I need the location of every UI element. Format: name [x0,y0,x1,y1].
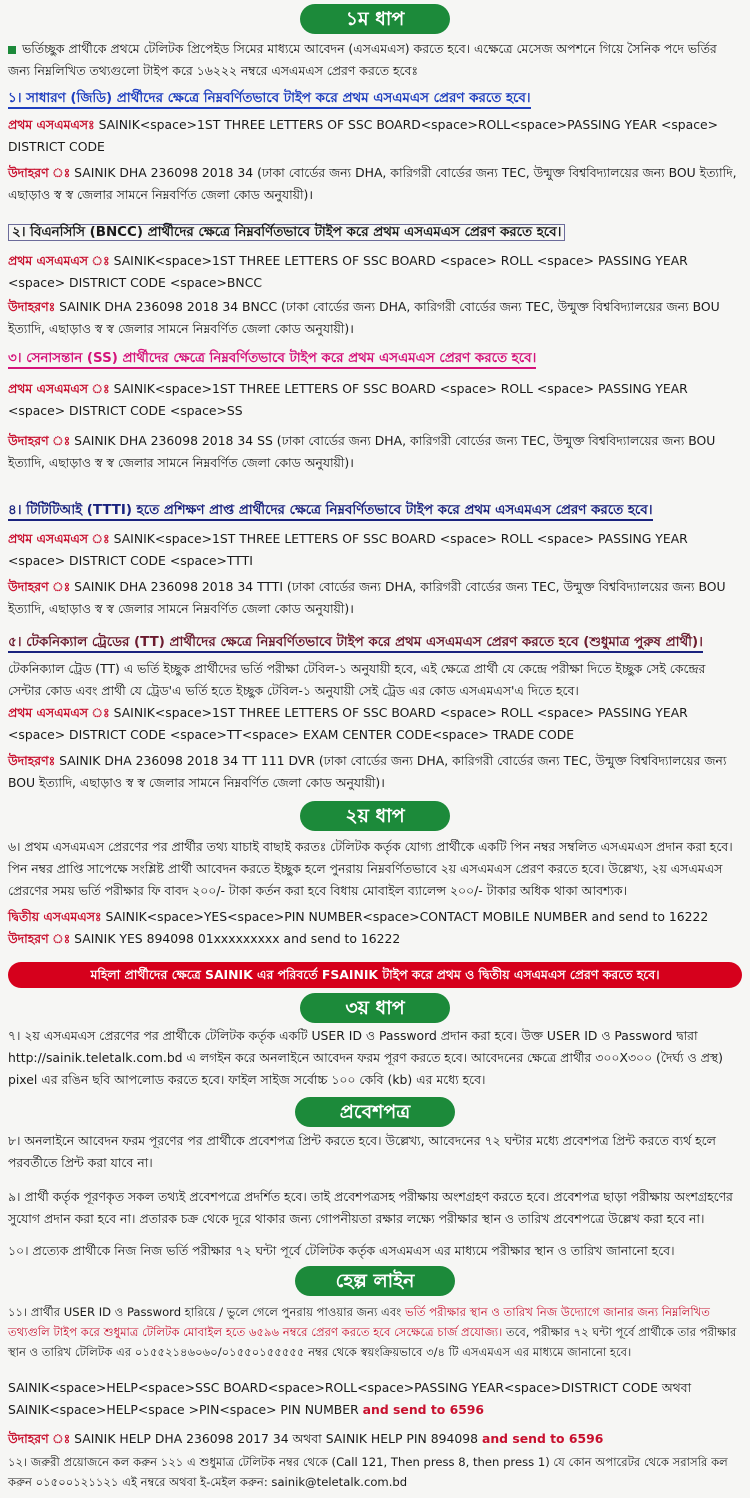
section-3-example: উদাহরণ ঃ SAINIK DHA 236098 2018 34 SS (ঢাকা বোর্ডের জন্য DHA, কারিগরী বোর্ডের জন্য TEC, উন্মুক্ত বিশ্ববিদ্যালয়ের জন্য BOU ইত্যাদি, এছাড়াও স্ব স্ব জেলার সামনে নিম্নবর্ণিত জেলা কোড অনুযায়ী)। [8,433,716,470]
section-3-sms: প্রথম এসএমএস ঃ SAINIK<space>1ST THREE LETTERS OF SSC BOARD <space> ROLL <space> PASSING YEAR <space> DISTRICT CODE <space>SS [8,381,688,418]
section-1-sms: প্রথম এসএমএসঃ SAINIK<space>1ST THREE LETTERS OF SSC BOARD<space>ROLL<space>PASSING YEAR <space> DISTRICT CODE [8,117,719,154]
admit-card-badge: প্রবেশপত্র [295,1097,455,1127]
section-5-heading: ৫। টেকনিক্যাল ট্রেডের (TT) প্রার্থীদের ক্ষেত্রে নিম্নবর্ণিতভাবে টাইপ করে প্রথম এসএমএস প্রেরণ করতে হবে (শুধুমাত্র পুরুষ প্রার্থী)। [8,632,742,654]
section-11: ১১। প্রার্থীর USER ID ও Password হারিয়ে / ভুলে গেলে পুনরায় পাওয়ার জন্য এবং ভর্তি পরীক্ষার স্থান ও তারিখ নিজ উদ্যোগে জানার জন্য নিম্নলিখিত তথ্যগুলি টাইপ করে শুধুমাত্র টেলিটক মোবাইল হতে ৬৫৯৬ নম্বরে প্রেরণ করতে হবে সেক্ষেত্রে চার্জ প্রযোজ্য। তবে, পরীক্ষার ৭২ ঘন্টা পূর্বে প্রার্থীকে তার পরীক্ষার স্থান ও তারিখ টেলিটক এর ০১৫৫২১৪৬০৬০/০১৫৫০১৫৫৫৫৫ নম্বর থেকে স্বয়ংক্রিয়ভাবে ৩/৪ টি এসএমএস এর মাধ্যমে জানানো হবে। [8,1305,737,1359]
section-2-example: উদাহরণঃ SAINIK DHA 236098 2018 34 BNCC (ঢাকা বোর্ডের জন্য DHA, কারিগরী বোর্ডের জন্য TEC, উন্মুক্ত বিশ্ববিদ্যালয়ের জন্য BOU ইত্যাদি, এছাড়াও স্ব স্ব জেলার সামনে নিম্নবর্ণিত জেলা কোড অনুযায়ী)। [8,299,720,336]
section-4-heading: ৪। টিটিটিআই (TTTI) হতে প্রশিক্ষণ প্রাপ্ত প্রার্থীদের ক্ষেত্রে নিম্নবর্ণিতভাবে টাইপ করে প্রথম এসএমএস প্রেরণ করতে হবে। [8,500,742,522]
section-8: ৮। অনলাইনে আবেদন ফরম পূরণের পর প্রার্থীকে প্রবেশপত্র প্রিন্ট করতে হবে। উল্লেখ্য, আবেদনের ৭২ ঘন্টার মধ্যে প্রবেশপত্র প্রিন্ট করতে ব্যর্থ হলে পরবর্তীতে প্রিন্ট করা যাবে না। [8,1133,716,1170]
section-6-text: ৬। প্রথম এসএমএস প্রেরণের পর প্রার্থীর তথ্য যাচাই বাছাই করতঃ টেলিটক কর্তৃক যোগ্য প্রার্থীকে একটি পিন নম্বর সম্বলিত এসএমএস প্রদান করা হবে। পিন নম্বর প্রাপ্তি সাপেক্ষে সংশ্লিষ্ট প্রার্থী আবেদন করতে ইচ্ছুক হলে পুনরায় নিম্নবর্ণিতভাবে ২য় এসএমএস প্রেরণ করতে হবে। উল্লেখ্য, ২য় এসএমএস প্রেরণের সময় ভর্তি পরীক্ষার ফি বাবদ ২০০/- টাকা কর্তন করা হবে বিধায় মোবাইল ব্যালেন্স ২০০/- টাকার অধিক থাকা আবশ্যক। [8,839,733,898]
help-sms-line1: SAINIK<space>HELP<space>SSC BOARD<space>ROLL<space>PASSING YEAR<space>DISTRICT CODE অথবা [8,1380,692,1395]
section-2-heading: ২। বিএনসিসি (BNCC) প্রার্থীদের ক্ষেত্রে নিম্নবর্ণিতভাবে টাইপ করে প্রথম এসএমএস প্রেরণ করতে হবে। [8,222,742,244]
section-5-sms: প্রথম এসএমএস ঃ SAINIK<space>1ST THREE LETTERS OF SSC BOARD <space> ROLL <space> PASSING YEAR <space> DISTRICT CODE <space>TT<space> EXAM CENTER CODE<space> TRADE CODE [8,705,688,742]
section-1-example: উদাহরণ ঃ SAINIK DHA 236098 2018 34 (ঢাকা বোর্ডের জন্য DHA, কারিগরী বোর্ডের জন্য TEC, উন্মুক্ত বিশ্ববিদ্যালয়ের জন্য BOU ইত্যাদি, এছাড়াও স্ব স্ব জেলার সামনে নিম্নবর্ণিত জেলা কোড অনুযায়ী)। [8,165,737,202]
section-6 [8,836,742,950]
step2-badge: ২য় ধাপ [300,801,450,831]
helpline-badge: হেল্প লাইন [295,1266,455,1296]
step3-badge: ৩য় ধাপ [300,993,450,1023]
section-10: ১০। প্রত্যেক প্রার্থীকে নিজ নিজ ভর্তি পরীক্ষার ৭২ ঘন্টা পূর্বে টেলিটক কর্তৃক এসএমএস এর মাধ্যমে পরীক্ষার স্থান ও তারিখ জানানো হবে। [8,1243,675,1258]
section-5-example: উদাহরণঃ SAINIK DHA 236098 2018 34 TT 111 DVR (ঢাকা বোর্ডের জন্য DHA, কারিগরী বোর্ডের জন্য TEC, উন্মুক্ত বিশ্ববিদ্যালয়ের জন্য BOU ইত্যাদি, এছাড়াও স্ব স্ব জেলার সামনে নিম্নবর্ণিত জেলা কোড অনুযায়ী)। [8,753,727,790]
step1-badge: ১ম ধাপ [300,4,450,34]
section-4-sms: প্রথম এসএমএস ঃ SAINIK<space>1ST THREE LETTERS OF SSC BOARD <space> ROLL <space> PASSING YEAR <space> DISTRICT CODE <space>TTTI [8,531,688,568]
section-6-sms: দ্বিতীয় এসএমএসঃ SAINIK<space>YES<space>PIN NUMBER<space>CONTACT MOBILE NUMBER and send to 16222 [8,909,709,924]
section-6-example: উদাহরণ ঃ SAINIK YES 894098 01xxxxxxxxx and send to 16222 [8,931,401,946]
section-1 [8,88,742,206]
section-4 [8,500,742,620]
section-3 [8,348,742,474]
intro-paragraph: ভর্তিচ্ছুক প্রার্থীকে প্রথমে টেলিটক প্রিপেইড সিমের মাধ্যমে আবেদন (এসএমএস) করতে হবে। এক্ষেত্রে মেসেজ অপশনে গিয়ে সৈনিক পদে ভর্তির জন্য নিম্নলিখিত তথ্যগুলো টাইপ করে ১৬২২২ নম্বরে এসএমএস প্রেরণ করতে হবেঃ [8,41,717,78]
help-sms-format [8,1377,742,1421]
section-2-sms: প্রথম এসএমএস ঃ SAINIK<space>1ST THREE LETTERS OF SSC BOARD <space> ROLL <space> PASSING YEAR <space> DISTRICT CODE <space>BNCC [8,253,688,290]
section-7: ৭। ২য় এসএমএস প্রেরণের পর প্রার্থীকে টেলিটক কর্তৃক একটি USER ID ও Password প্রদান করা হবে। উক্ত USER ID ও Password দ্বারা http://sainik.teletalk.com.bd এ লগইন করে অনলাইনে আবেদন ফরম পূরণ করতে হবে। আবেদনের ক্ষেত্রে প্রার্থীর ৩০০X৩০০ (দৈর্ঘ্য ও প্রস্থ) pixel এর রঙিন ছবি আপলোড করতে হবে। ফাইল সাইজ সর্বোচ্চ ১০০ কেবি (kb) এর মধ্যে হবে। [8,1028,723,1087]
section-12: ১২। জরুরী প্রয়োজনে কল করুন ১২১ এ শুধুমাত্র টেলিটক নম্বর থেকে (Call 121, Then press 8, then press 1) যে কোন অপারেটর থেকে সরাসরি কল করুন ০১৫০০১২১১২১ এই নম্বরে অথবা ই-মেইল করুন: sainik@teletalk.com.bd [8,1455,728,1489]
help-sms-line2: SAINIK<space>HELP<space >PIN<space> PIN NUMBER and send to 6596 [8,1402,485,1417]
section-2 [8,222,742,340]
section-9: ৯। প্রার্থী কর্তৃক পূরণকৃত সকল তথ্যই প্রবেশপত্রে প্রদর্শিত হবে। তাই প্রবেশপত্রসহ পরীক্ষায় অংশগ্রহণ করতে হবে। প্রবেশপত্র ছাড়া পরীক্ষায় অংশগ্রহণের সুযোগ প্রদান করা হবে না। প্রতারক চক্র থেকে দূরে থাকার জন্য গোপনীয়তা রক্ষার লক্ষ্যে পরীক্ষার স্থান ও তারিখ প্রবেশপত্রে উল্লেখ করা হবে না। [8,1189,733,1226]
section-1-heading: ১। সাধারণ (জিডি) প্রার্থীদের ক্ষেত্রে নিম্নবর্ণিতভাবে টাইপ করে প্রথম এসএমএস প্রেরণ করতে হবে। [8,88,742,110]
section-4-example: উদাহরণ ঃ SAINIK DHA 236098 2018 34 TTTI (ঢাকা বোর্ডের জন্য DHA, কারিগরী বোর্ডের জন্য TEC, উন্মুক্ত বিশ্ববিদ্যালয়ের জন্য BOU ইত্যাদি, এছাড়াও স্ব স্ব জেলার সামনে নিম্নবর্ণিত জেলা কোড অনুযায়ী)। [8,579,726,616]
bullet-icon [8,46,16,54]
section-5-note: টেকনিক্যাল ট্রেড (TT) এ ভর্তি ইচ্ছুক প্রার্থীদের ভর্তি পরীক্ষা টেবিল-১ অনুযায়ী হবে, এই ক্ষেত্রে প্রার্থী যে কেন্দ্রে পরীক্ষা দিতে ইচ্ছুক সেই কেন্দ্রের সেন্টার কোড এবং প্রার্থী যে ট্রেড'এ ভর্তি হতে ইচ্ছুক টেবিল-১ অনুযায়ী সেই ট্রেড এর কোড এসএমএস'এ দিতে হবে। [8,661,706,698]
section-3-heading: ৩। সেনাসন্তান (SS) প্রার্থীদের ক্ষেত্রে নিম্নবর্ণিতভাবে টাইপ করে প্রথম এসএমএস প্রেরণ করতে হবে। [8,348,742,370]
help-sms-example: উদাহরণ ঃ SAINIK HELP DHA 236098 2017 34 অথবা SAINIK HELP PIN 894098 and send to 6596 [8,1431,604,1446]
female-notice-banner: মহিলা প্রার্থীদের ক্ষেত্রে SAINIK এর পরিবর্তে FSAINIK টাইপ করে প্রথম ও দ্বিতীয় এসএমএস প্রেরণ করতে হবে। [8,962,742,988]
section-5 [8,632,742,794]
